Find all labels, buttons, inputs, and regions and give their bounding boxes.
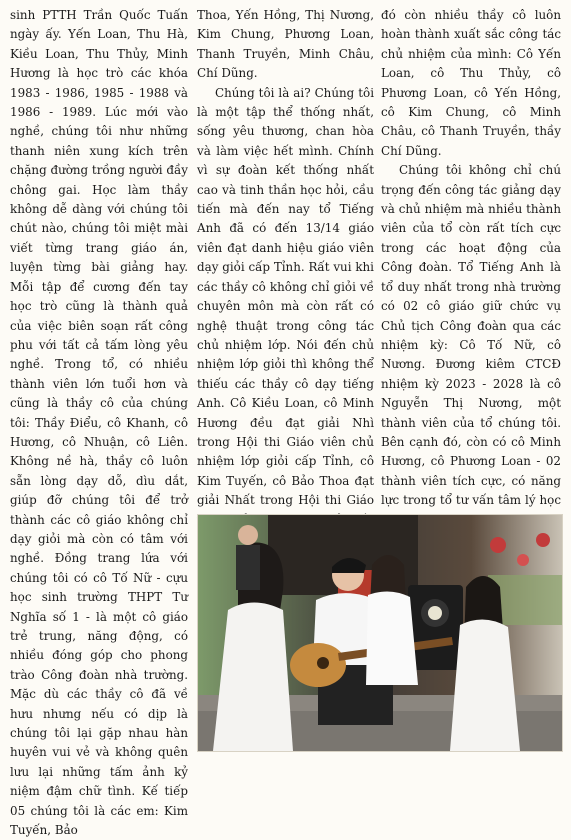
article-column-3: [381, 6, 561, 508]
paragraph: sinh PTTH Trần Quốc Tuấn ngày ấy. Yến Loan, Thu Hà, Kiều Loan, Thu Thủy, Minh Hương là học trò các khóa 1983 - 1986, 1985 - 1988 và 1986 - 1989. Lúc mới vào nghề, chúng tôi như những thanh niên xung kích trên chặng đường trồng người đầy chông gai. Học làm thầy không dễ dàng với chúng tôi chút nào, chúng tôi miệt mài viết từng trang giáo án, luyện từng bài giảng hay. Mỗi tập để cương đến tay học trò cũng là thành quả của việc biên soạn rất công phu với tất cả tấm lòng yêu nghề. Trong tổ, có nhiều thành viên lớn tuổi hơn và cũng là thầy cô của chúng tôi: Thầy Điểu, cô Khanh, cô Hương, cô Nhuận, cô Liên. Không nề hà, thầy cô luôn sẵn lòng dạy dỗ, dìu dắt, giúp đỡ chúng tôi để trở thành các cô giáo không chỉ dạy giỏi mà còn có tâm với nghề. Đồng trang lứa với chúng tôi có cô Tố Nữ - cựu học sinh trường THPT Tư Nghĩa số 1 - là một cô giáo trẻ trung, năng động, có nhiều đóng góp cho phong trào Công đoàn nhà trường. Mặc dù các thầy cô đã về hưu nhưng nếu có dịp là chúng tôi lại gặp nhau hàn huyên vui vẻ và không quên lưu lại những tấm ảnh kỷ niệm đậm chữ tình. Kế tiếp 05 chúng tôi là các em: Kim Tuyến, Bảo: [10, 8, 189, 838]
article-column-1: [10, 6, 189, 838]
photo-illustration: [198, 515, 562, 751]
article-column-2: [197, 6, 374, 508]
paragraph: Thoa, Yến Hồng, Thị Nương, Kim Chung, Phương Loan, Thanh Truyền, Minh Châu, Chí Dũng.: [197, 8, 374, 81]
paragraph: Chúng tôi là ai? Chúng tôi là một tập thể thống nhất, sống yêu thương, chan hòa và làm việc hết mình. Chính vì sự đoàn kết thống nhất cao và tinh thần học hỏi, cầu tiến mà đến nay tổ Tiếng Anh đã có đến 13/14 giáo viên đạt danh hiệu giáo viên dạy giỏi cấp Tỉnh. Rất vui khi các thầy cô không chỉ giỏi về chuyên môn mà còn rất có nghệ thuật trong công tác chủ nhiệm lớp. Nói đến chủ nhiệm lớp giỏi thì không thể thiếu các thầy cô dạy tiếng Anh. Cô Kiều Loan, cô Minh Hương đều đạt giải Nhì trong Hội thi Giáo viên chủ nhiệm lớp giỏi cấp Tỉnh, cô Kim Tuyến, cô Bảo Thoa đạt giải Nhất trong Hội thi Giáo: [197, 85, 374, 508]
group-photo: [197, 514, 563, 752]
paragraph: đó còn nhiều thầy cô luôn hoàn thành xuất sắc công tác chủ nhiệm của mình: Cô Yến Loan, cô Thu Thủy, cô Phương Loan, cô Yến Hồng, cô Kim Chung, cô Minh Châu, cô Thanh Truyền, thầy Chí Dũng.: [381, 8, 561, 158]
paragraph: Chúng tôi không chỉ chú trọng đến công tác giảng dạy và chủ nhiệm mà nhiều thành viên của tổ còn rất tích cực trong các hoạt động của Công đoàn. Tổ Tiếng Anh là tổ duy nhất trong nhà trường có 02 cô giáo giữ chức vụ Chủ tịch Công đoàn qua các nhiệm kỳ: Cô Tố Nữ, cô Nương. Đương kiêm CTCĐ nhiệm kỳ 2023 - 2028 là cô Nguyễn Thị Nương, một thành viên của tổ chúng tôi. Bên cạnh đó, còn có cô Minh Hương, cô Phương Loan - 02 thành viên tích cực, có năng lực trong tổ tư vấn tâm lý học: [381, 163, 561, 508]
